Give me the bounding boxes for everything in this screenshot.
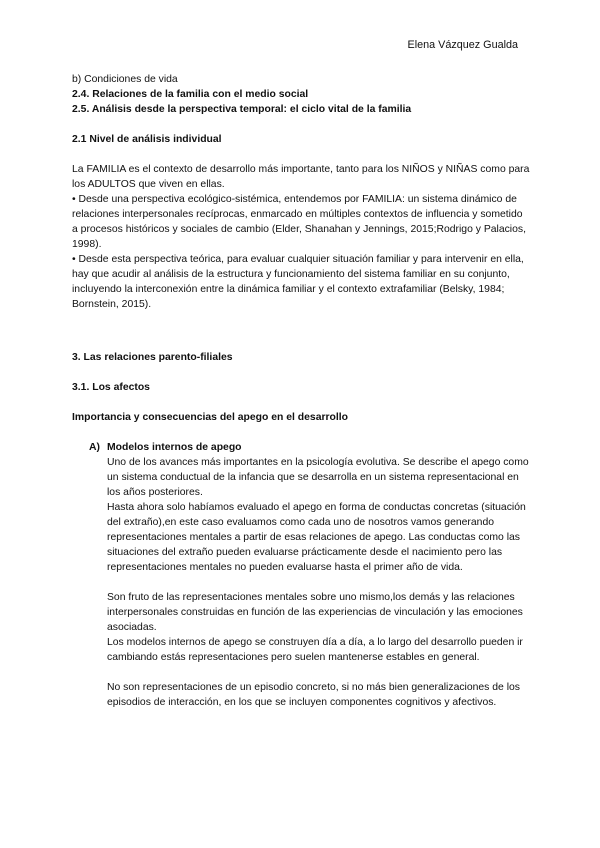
section-3-1-heading: 3.1. Los afectos bbox=[72, 382, 150, 393]
section-2-1-heading: 2.1 Nivel de análisis individual bbox=[72, 134, 222, 145]
section-2-1-paragraph-3: • Desde esta perspectiva teórica, para evaluar cualquier situación familiar y para intervenir en ella, hay que acudir al análisis de la estructura y funcionamiento del sistema familiar en su conjunto, incluyendo la interconexión entre la dinámica familiar y el contexto extrafamiliar (Belsky, 1984; Bornstein, 2015). bbox=[72, 254, 524, 310]
item-a-paragraph-5: No son representaciones de un episodio concreto, si no más bien generalizaciones de los episodios de interacción, en los que se incluyen componentes cognitivos y afectivos. bbox=[107, 682, 520, 708]
list-marker: A) bbox=[89, 442, 100, 453]
item-a-paragraph-1: Uno de los avances más importantes en la psicología evolutiva. Se describe el apego como un sistema conductual de la infancia que se desarrolla en un sistema representacional en los años posteriores. bbox=[107, 457, 529, 498]
topic-heading: Importancia y consecuencias del apego en el desarrollo bbox=[72, 412, 349, 423]
item-a-paragraph-2: Hasta ahora solo habíamos evaluado el apego en forma de conductas concretas (situación del extraño),en este caso evaluamos como cada uno de nosotros vamos generando representaciones mentales a partir de esas relaciones de apego. Las conductas como las situaciones del extraño pueden evaluarse prácticamente desde el nacimiento pero las representaciones mentales no pueden evaluarse hasta el primer año de vida. bbox=[107, 502, 526, 573]
intro-line-conditions: b) Condiciones de vida bbox=[72, 74, 178, 85]
intro-line-social: 2.4. Relaciones de la familia con el medio social bbox=[72, 89, 309, 100]
header-author: Elena Vázquez Gualda bbox=[407, 39, 518, 51]
item-a-paragraph-4: Los modelos internos de apego se construyen día a día, a lo largo del desarrollo pueden ir cambiando estás representaciones pero suelen mantenerse estables en general. bbox=[107, 637, 523, 663]
list-item-a bbox=[89, 440, 530, 710]
section-2-1-paragraph-1: La FAMILIA es el contexto de desarrollo más importante, tanto para los NIÑOS y NIÑAS como para los ADULTOS que viven en ellas. bbox=[72, 164, 530, 190]
document-body bbox=[72, 72, 530, 710]
intro-line-temporal: 2.5. Análisis desde la perspectiva temporal: el ciclo vital de la familia bbox=[72, 104, 412, 115]
section-2-1-paragraph-2: • Desde una perspectiva ecológico-sistémica, entendemos por FAMILIA: un sistema dinámico de relaciones interpersonales recíprocas, enmarcado en múltiples contextos de influencia y sometido a procesos históricos y sociales de cambio (Elder, Shanahan y Jennings, 2015;Rodrigo y Palacios, 1998). bbox=[72, 194, 526, 250]
section-3-heading: 3. Las relaciones parento-filiales bbox=[72, 352, 233, 363]
item-a-title: Modelos internos de apego bbox=[107, 442, 242, 453]
item-a-paragraph-3: Son fruto de las representaciones mentales sobre uno mismo,los demás y las relaciones interpersonales construidas en función de las experiencias de vinculación y las emociones asociadas. bbox=[107, 592, 523, 633]
